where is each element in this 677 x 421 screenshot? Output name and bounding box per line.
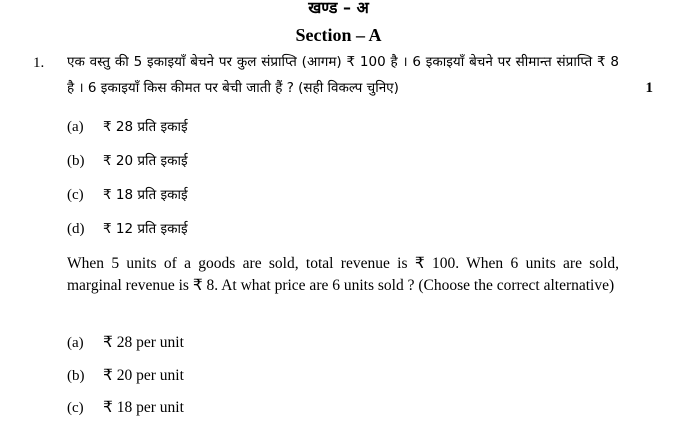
option-label: (d) [67, 221, 85, 237]
option-label: (c) [67, 400, 84, 416]
option-a-english [67, 333, 184, 353]
option-text: ₹ 20 प्रति इकाई [103, 153, 188, 169]
option-label: (c) [67, 187, 84, 203]
option-b-english [67, 366, 184, 386]
option-text: ₹ 18 प्रति इकाई [103, 187, 188, 203]
option-text: ₹ 18 per unit [103, 399, 184, 416]
option-text: ₹ 28 per unit [103, 334, 184, 351]
option-label: (b) [67, 368, 85, 384]
section-heading-hindi: खण्ड – अ [308, 0, 369, 17]
option-label: (b) [67, 153, 85, 169]
option-text: ₹ 20 per unit [103, 367, 184, 384]
question-text-hindi: एक वस्तु की 5 इकाइयाँ बेचने पर कुल संप्राप्ति (आगम) ₹ 100 है । 6 इकाइयाँ बेचने पर सीमान्त संप्राप्ति ₹ 8 है । 6 इकाइयाँ किस कीमत पर बेची जाती हैं ? (सही विकल्प चुनिए) [67, 54, 619, 96]
option-label: (a) [67, 119, 84, 135]
question-marks: 1 [645, 80, 653, 96]
option-c-hindi [67, 185, 188, 205]
option-a-hindi [67, 117, 188, 137]
option-d-hindi [67, 219, 188, 239]
option-b-hindi [67, 151, 188, 171]
option-label: (a) [67, 335, 84, 351]
option-text: ₹ 12 प्रति इकाई [103, 221, 188, 237]
option-text: ₹ 28 प्रति इकाई [103, 119, 188, 135]
option-c-english [67, 398, 184, 418]
question-number: 1. [33, 55, 45, 71]
section-heading-english: Section – A [295, 25, 382, 45]
question-text-english: When 5 units of a goods are sold, total revenue is ₹ 100. When 6 units are sold, marginal revenue is ₹ 8. At what price are 6 units sold ? (Choose the correct alternative) [67, 255, 619, 294]
